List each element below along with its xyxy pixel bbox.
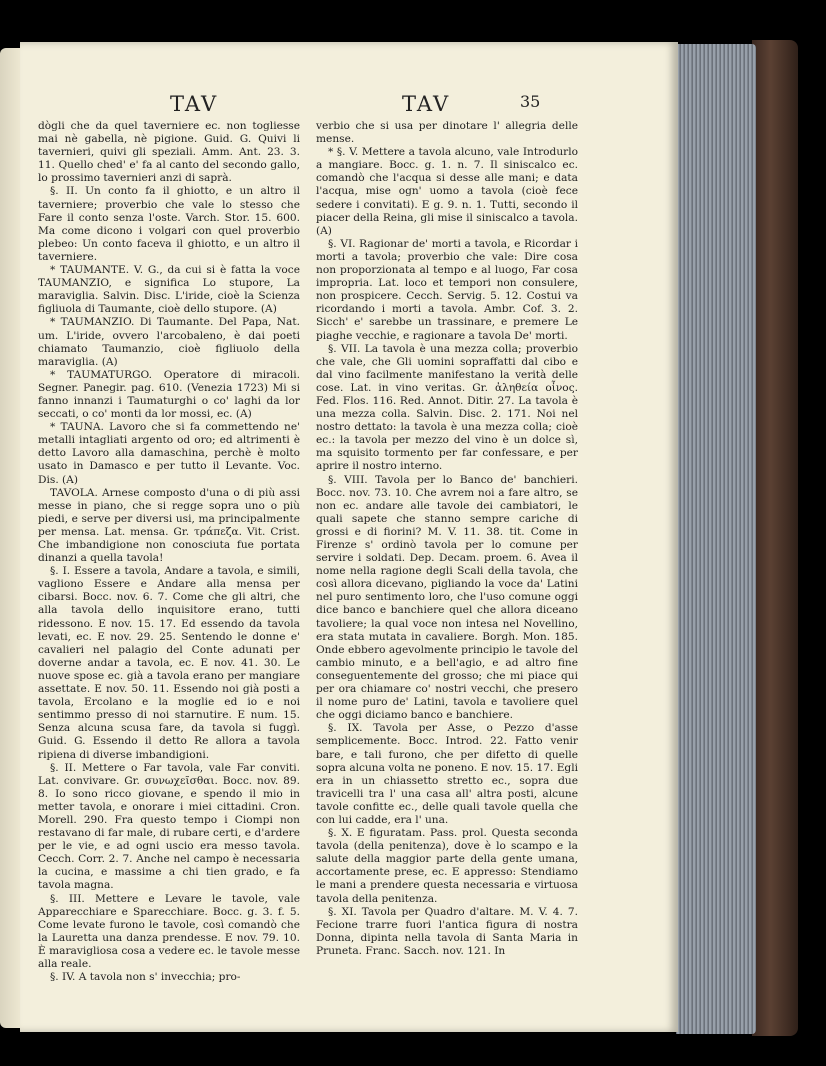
running-head-right: TAV — [402, 92, 451, 116]
paragraph: * TAUMANZIO. Di Taumante. Del Papa, Nat. um. L'iride, ovvero l'arcobaleno, è dai poeti chiamato Taumanzio, cioè figliuolo della maraviglia. (A) — [38, 316, 300, 368]
paragraph: §. IV. A tavola non s' invecchia; pro- — [50, 971, 241, 984]
page-number: 35 — [520, 92, 541, 111]
paragraph: §. I. Essere a tavola, Andare a tavola, e simili, vagliono Essere e Andare alla mensa per cibarsi. Bocc. nov. 6. 7. Come che gli altri, che alla tavola dello inquisitore erano, tutti ridessono. E nov. 15. 17. Ed essendo da tavola levati, ec. E nov. 29. 25. Sentendo le donne e' cavalieri nel palagio del Conte adunati per doverne andar a tavola, ec. E nov. 41. 30. Le nuove spose ec. già a tavola erano per mangiare assettate. E nov. 50. 11. Essendo noi già posti a tavola, Ercolano e la moglie ed io e noi sentimmo presso di noi starnutire. E num. 15. Senza alcuna scusa fare, da tavola si fuggì. Guid. G. Essendo il detto Re allora a tavola ripiena di diverse imbandigioni. — [38, 565, 300, 761]
paragraph: * §. V. Mettere a tavola alcuno, vale Introdurlo a mangiare. Bocc. g. 1. n. 7. Il siniscalco ec. comandò che l'acqua si desse alle mani; e data l'acqua, mise ogn' uomo a tavola (cioè fece sedere i convitati). E g. 9. n. 1. Tutti, secondo il piacer della Reina, gli mise il siniscalco a tavola. (A) — [316, 146, 578, 237]
book-cover — [752, 40, 798, 1036]
paragraph: §. VIII. Tavola per lo Banco de' banchieri. Bocc. nov. 73. 10. Che avrem noi a fare altro, se non ec. andare alle tavole dei cambiatori, le quali sapete che stanno sempre cariche di grossi e di fiorini? M. V. 11. 38. tit. Come in Firenze s' ordinò tavola per lo comune per servire i soldati. Dep. Decam. proem. 6. Avea il nome nella ragione degli Scali della tavola, che così allora dicevano, pigliando la voce da' Latini nel puro sentimento loro, che l'uso comune oggi dice banco e banchiere quel che allora diceano tavoliere; la qual voce non intesa nel Novellino, era stata mutata in cavaliere. Borgh. Mon. 185. Onde ebbero agevolmente principio le tavole del cambio minuto, e a bell'agio, e ad altro fine conseguentemente del grosso; che mi piace qui per ora chiamare co' nostri vecchi, che presero il nome puro de' Latini, tavola e tavoliere quel che oggi diciamo banco e banchiere. — [316, 473, 578, 722]
paragraph: dògli che da quel taverniere ec. non togliesse mai nè gabella, nè pigione. Guid. G. Quivi li tavernieri, quivi gli speziali. Amm. Ant. 23. 3. 11. Quello ched' e' fa al canto del secondo gallo, lo prossimo tavernieri anzi di saprà. — [38, 120, 300, 185]
paragraph: * TAUMANTE. V. G., da cui si è fatta la voce TAUMANZIO, e significa Lo stupore, La maraviglia. Salvin. Disc. L'iride, cioè la Scienza figliuola di Taumante, cioè dello stupore. (A) — [38, 264, 300, 316]
paragraph: §. XI. Tavola per Quadro d'altare. M. V. 4. 7. Fecione trarre fuori l'antica figura di nostra Donna, dipinta nella tavola di Santa Maria in Pruneta. Franc. Sacch. nov. 121. In — [316, 905, 578, 957]
page-stack-edge — [676, 44, 756, 1034]
paragraph: * TAUNA. Lavoro che si fa commettendo ne' metalli intagliati argento od oro; ed altrimenti è detto Lavoro alla damaschina, perchè è molto usato in Damasco e per tutto il Levante. Voc. Dis. (A) — [38, 421, 300, 486]
paragraph: * TAUMATURGO. Operatore di miracoli. Segner. Panegir. pag. 610. (Venezia 1723) Mi si fanno innanzi i Taumaturghi o co' laghi da lor seccati, o co' monti da lor mossi, ec. (A) — [38, 368, 300, 421]
paragraph: §. X. E figuratam. Pass. prol. Questa seconda tavola (della penitenza), dove è lo scampo e la salute della maggior parte della gente umana, accortamente prese, ec. E appresso: Stendiamo le mani a prendere questa necessaria e virtuosa tavola della penitenza. — [316, 827, 578, 905]
left-column — [38, 120, 300, 984]
paragraph: §. II. Mettere o Far tavola, vale Far conviti. Lat. convivare. Gr. συνωχεῖσθαι. Bocc. nov. 89. 8. Io sono ricco giovane, e spendo il mio in metter tavola, e onorare i miei cittadini. Cron. Morell. 290. Fra questo tempo i Ciompi non restavano di far male, di rubare certi, e d'ardere per le vie, e ad ogni uscio era messo tavola. Cecch. Corr. 2. 7. Anche nel campo è necessaria la cucina, e massime a chi tien grado, e fa tavola magna. — [38, 761, 300, 892]
facing-page-edge — [0, 48, 22, 1028]
paragraph: §. III. Mettere e Levare le tavole, vale Apparecchiare e Sparecchiare. Bocc. g. 3. f. 5. Come levate furono le tavole, così comandò che la Lauretta una danza prendesse. E nov. 79. 10. È maravigliosa cosa a vedere ec. le tavole messe alla reale. — [38, 892, 300, 970]
paragraph: §. VII. La tavola è una mezza colla; proverbio che vale, che Gli uomini sopraffatti dal cibo e dal vino facilmente manifestano la verità delle cose. Lat. in vino veritas. Gr. ἀληθεία οἶνος. Fed. Flos. 116. Red. Annot. Ditir. 27. La tavola è una mezza colla. Salvin. Disc. 2. 171. Noi nel nostro dettato: la tavola è una mezza colla; cioè ec.: la tavola per mezzo del vino è un dolce sì, ma squisito tormento per far confessare, e per aprire il nostro interno. — [316, 342, 578, 473]
paragraph: §. IX. Tavola per Asse, o Pezzo d'asse semplicemente. Bocc. Introd. 22. Fatto venir bare, e tali furono, che per difetto di quelle sopra alcuna volta ne poneno. E nov. 15. 17. Egli era in un chiassetto stretto ec., sopra due travicelli tra l' una casa all' altra posti, alcune tavole confitte ec., delle quali tavole quella che con lui cadde, era l' una. — [316, 722, 578, 826]
running-head-left: TAV — [170, 92, 219, 116]
paragraph: TAVOLA. Arnese composto d'una o di più assi messe in piano, che si regge sopra uno o più piedi, e serve per diversi usi, ma principalmente per mensa. Lat. mensa. Gr. τράπεζα. Vit. Crist. Che imbandigione non conosciuta fue portata dinanzi a quella tavola! — [38, 486, 300, 565]
right-column — [316, 120, 578, 958]
paragraph: §. VI. Ragionar de' morti a tavola, e Ricordar i morti a tavola; proverbio che vale: Dire cosa non proporzionata al tempo e al luogo, Far cosa impropria. Lat. loco et tempori non consulere, non prospicere. Cecch. Servig. 5. 12. Costui va ricordando i morti a tavola. Ambr. Cof. 3. 2. Sicch' e' sarebbe un trassinare, e premere Le piaghe vecchie, e ragionare a tavola De' morti. — [316, 237, 578, 342]
paragraph: verbio che si usa per dinotare l' allegria delle mense. — [316, 120, 578, 146]
paragraph: §. II. Un conto fa il ghiotto, e un altro il taverniere; proverbio che vale lo stesso che Fare il conto senza l'oste. Varch. Stor. 15. 600. Ma come dicono i volgari con quel proverbio plebeo: Un conto faceva il ghiotto, e un altro il taverniere. — [38, 185, 300, 263]
